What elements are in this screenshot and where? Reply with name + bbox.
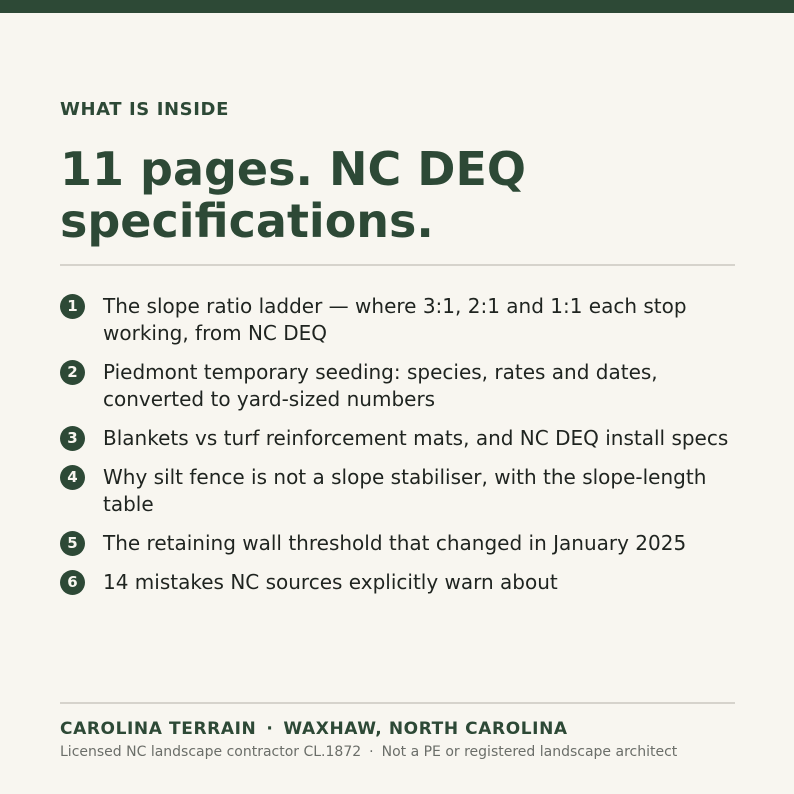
footer-separator: · — [266, 719, 274, 739]
page-headline: 11 pages. NC DEQ specifications. — [60, 142, 526, 248]
contents-list — [60, 293, 740, 608]
list-item — [60, 530, 740, 557]
company-name: CAROLINA TERRAIN — [60, 719, 257, 739]
list-item-text: The slope ratio ladder — where 3:1, 2:1 and 1:1 each stop working, from NC DEQ — [103, 294, 687, 345]
list-item — [60, 293, 740, 347]
list-item — [60, 359, 740, 413]
number-badge: 2 — [60, 360, 85, 385]
list-item-text: 14 mistakes NC sources explicitly warn about — [103, 570, 558, 594]
footer-brand-line — [60, 719, 568, 739]
list-item — [60, 425, 740, 452]
list-item — [60, 464, 740, 518]
top-accent-bar — [0, 0, 794, 13]
footer-note-separator: · — [369, 744, 374, 760]
list-item-text: Why silt fence is not a slope stabiliser, with the slope-length table — [103, 465, 707, 516]
number-badge: 4 — [60, 465, 85, 490]
divider-top — [60, 264, 735, 266]
number-badge: 5 — [60, 531, 85, 556]
footer-note-line — [60, 744, 677, 760]
disclaimer-text: Not a PE or registered landscape architect — [381, 744, 678, 760]
list-item — [60, 569, 740, 596]
number-badge: 3 — [60, 426, 85, 451]
number-badge: 1 — [60, 294, 85, 319]
number-badge: 6 — [60, 570, 85, 595]
company-location: WAXHAW, NORTH CAROLINA — [283, 719, 568, 739]
divider-bottom — [60, 702, 735, 704]
list-item-text: Blankets vs turf reinforcement mats, and NC DEQ install specs — [103, 426, 729, 450]
list-item-text: Piedmont temporary seeding: species, rates and dates, converted to yard-sized numbers — [103, 360, 658, 411]
section-eyebrow: WHAT IS INSIDE — [60, 99, 229, 120]
license-text: Licensed NC landscape contractor CL.1872 — [60, 744, 362, 760]
list-item-text: The retaining wall threshold that changed in January 2025 — [103, 531, 687, 555]
